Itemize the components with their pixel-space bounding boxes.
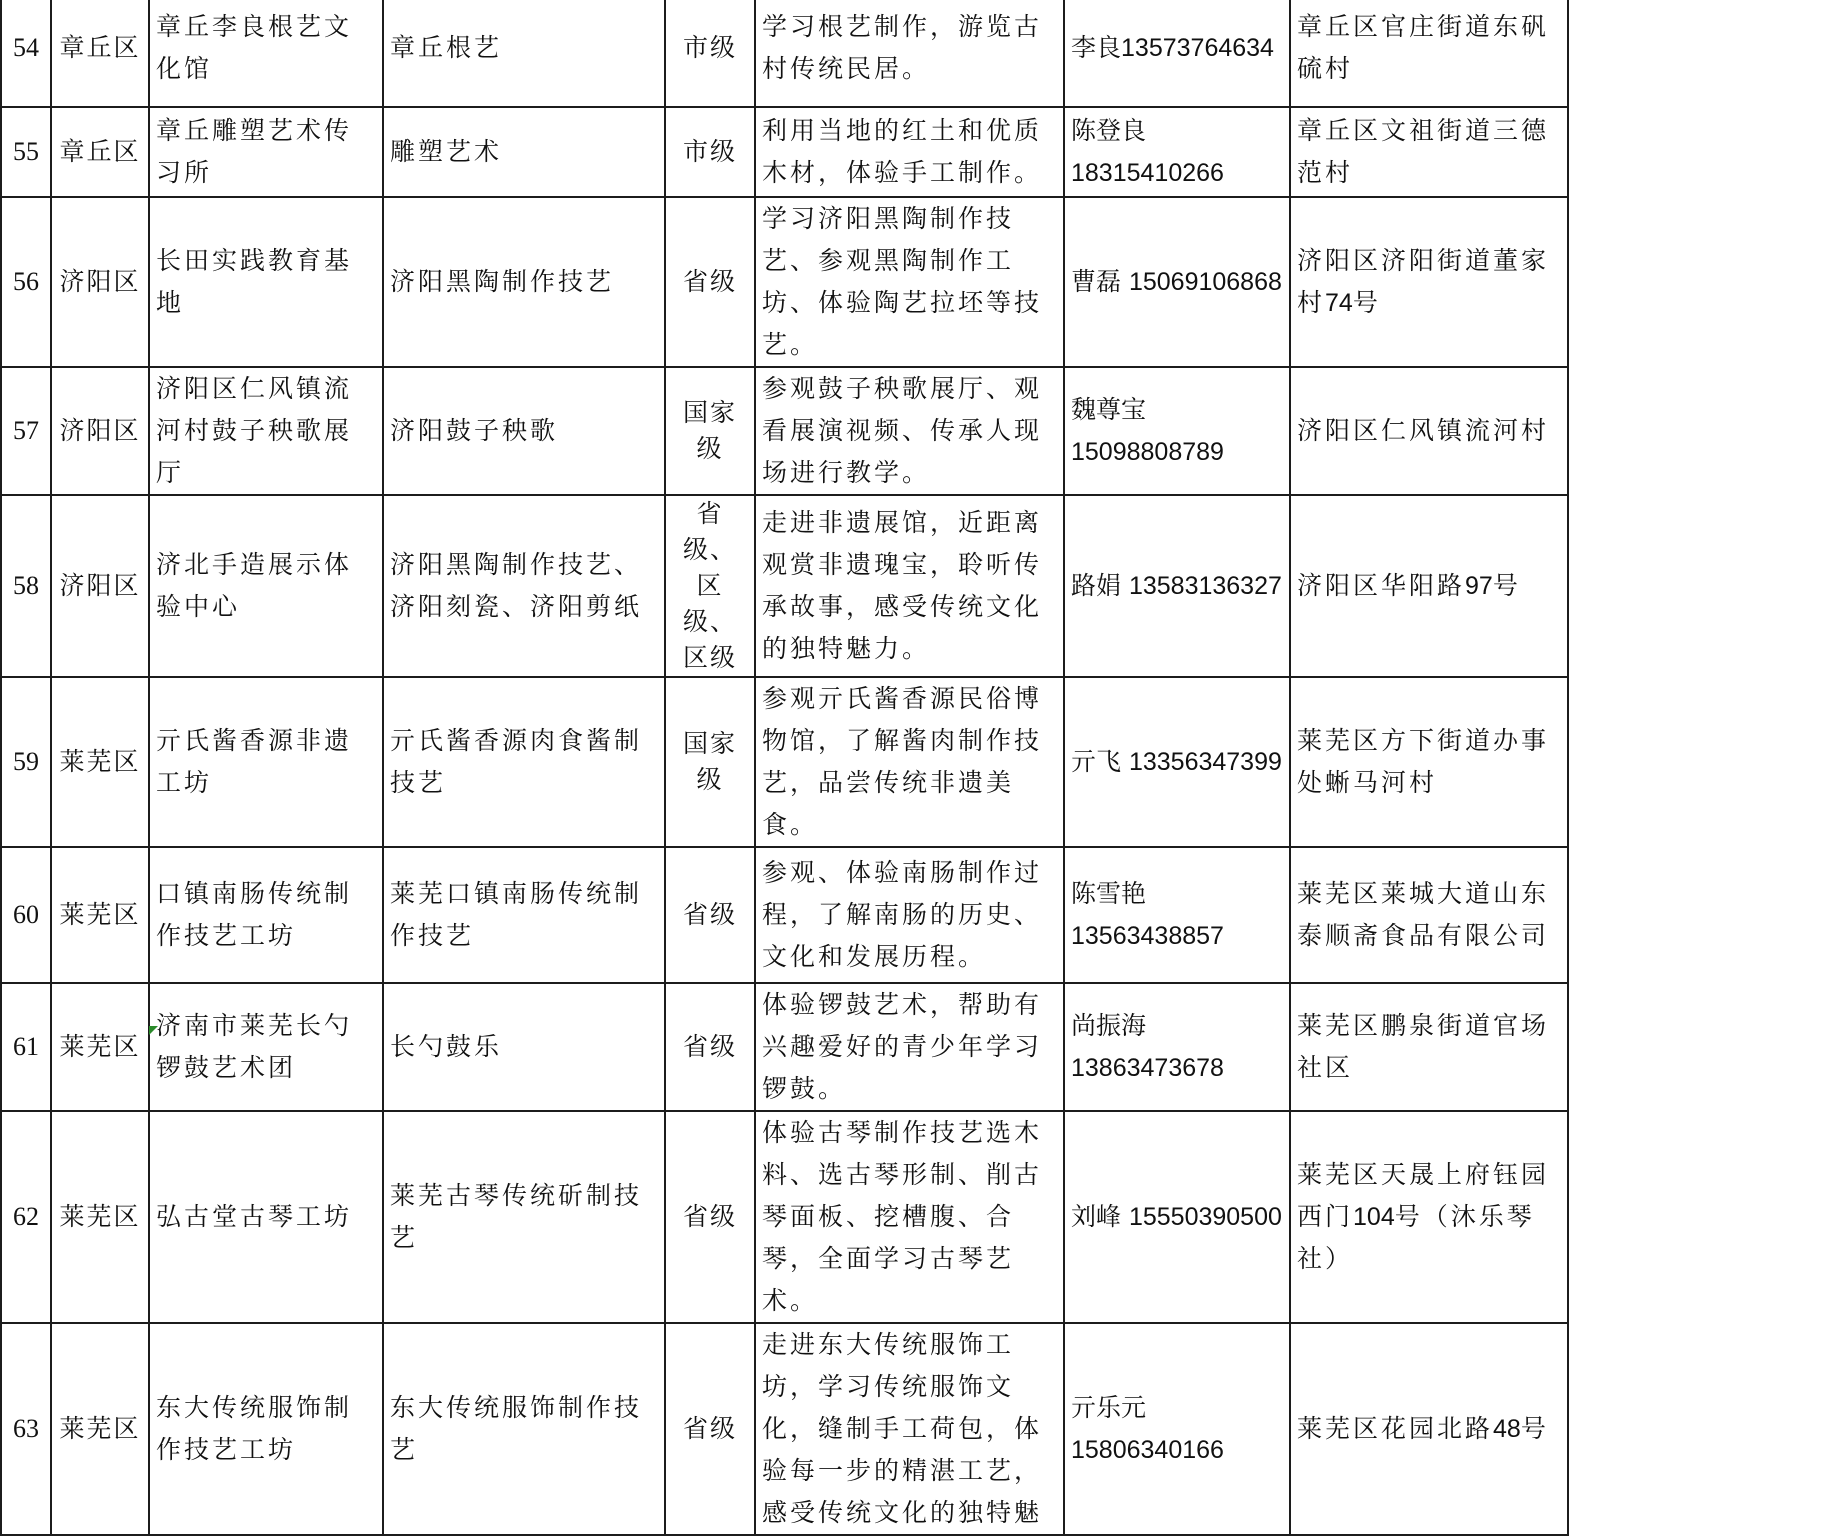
- district-cell: 济阳区: [51, 367, 149, 495]
- table-row: [1, 677, 1568, 847]
- row-number: 54: [1, 0, 51, 107]
- district-cell: 莱芜区: [51, 847, 149, 983]
- heritage-project-cell: 莱芜口镇南肠传统制作技艺: [383, 847, 665, 983]
- venue-name-cell: 弘古堂古琴工坊: [149, 1111, 383, 1323]
- heritage-level-cell: 省级: [665, 983, 755, 1111]
- table-row: [1, 1111, 1568, 1323]
- row-number: 63: [1, 1323, 51, 1535]
- venue-name-cell: 章丘雕塑艺术传习所: [149, 107, 383, 197]
- row-number: 56: [1, 197, 51, 367]
- venue-name-cell: 亓氏酱香源非遗工坊: [149, 677, 383, 847]
- heritage-level-cell: 省级: [665, 1323, 755, 1535]
- contact-cell: 魏尊宝 15098808789: [1064, 367, 1290, 495]
- activity-content-cell: 参观亓氏酱香源民俗博物馆，了解酱肉制作技艺，品尝传统非遗美食。: [755, 677, 1064, 847]
- heritage-level-cell: 市级: [665, 0, 755, 107]
- address-cell: 章丘区文祖街道三德范村: [1290, 107, 1568, 197]
- venue-name-cell: 济阳区仁风镇流河村鼓子秧歌展厅: [149, 367, 383, 495]
- contact-cell: 陈雪艳 13563438857: [1064, 847, 1290, 983]
- address-cell: 莱芜区鹏泉街道官场社区: [1290, 983, 1568, 1111]
- heritage-level-cell: 省级、区级、区级: [665, 495, 755, 677]
- table-row: [1, 197, 1568, 367]
- heritage-project-cell: 济阳黑陶制作技艺: [383, 197, 665, 367]
- heritage-level-cell: 市级: [665, 107, 755, 197]
- activity-content-cell: 利用当地的红土和优质木材，体验手工制作。: [755, 107, 1064, 197]
- contact-cell: 尚振海 13863473678: [1064, 983, 1290, 1111]
- heritage-project-cell: 雕塑艺术: [383, 107, 665, 197]
- venue-name-cell: 章丘李良根艺文化馆: [149, 0, 383, 107]
- heritage-project-cell: 长勺鼓乐: [383, 983, 665, 1111]
- address-cell: 莱芜区莱城大道山东泰顺斋食品有限公司: [1290, 847, 1568, 983]
- contact-cell: 亓乐元 15806340166: [1064, 1323, 1290, 1535]
- heritage-project-cell: 莱芜古琴传统斫制技艺: [383, 1111, 665, 1323]
- contact-cell: 陈登良18315410266: [1064, 107, 1290, 197]
- contact-cell: 刘峰 15550390500: [1064, 1111, 1290, 1323]
- activity-content-cell: 学习根艺制作，游览古村传统民居。: [755, 0, 1064, 107]
- venue-name-cell: 济南市莱芜长勺锣鼓艺术团: [149, 983, 383, 1111]
- table-row: [1, 0, 1568, 107]
- heritage-level-cell: 国家级: [665, 367, 755, 495]
- row-number: 61: [1, 983, 51, 1111]
- address-cell: 济阳区仁风镇流河村: [1290, 367, 1568, 495]
- heritage-project-cell: 章丘根艺: [383, 0, 665, 107]
- activity-content-cell: 体验古琴制作技艺选木料、选古琴形制、削古琴面板、挖槽腹、合琴，全面学习古琴艺术。: [755, 1111, 1064, 1323]
- district-cell: 莱芜区: [51, 677, 149, 847]
- district-cell: 章丘区: [51, 0, 149, 107]
- venue-name-cell: 济北手造展示体验中心: [149, 495, 383, 677]
- heritage-project-cell: 济阳黑陶制作技艺、济阳刻瓷、济阳剪纸: [383, 495, 665, 677]
- row-number: 57: [1, 367, 51, 495]
- row-number: 58: [1, 495, 51, 677]
- contact-cell: 曹磊 15069106868: [1064, 197, 1290, 367]
- venue-name-cell: 长田实践教育基地: [149, 197, 383, 367]
- activity-content-cell: 体验锣鼓艺术，帮助有兴趣爱好的青少年学习锣鼓。: [755, 983, 1064, 1111]
- district-cell: 莱芜区: [51, 1111, 149, 1323]
- contact-cell: 路娟 13583136327: [1064, 495, 1290, 677]
- table-row: [1, 847, 1568, 983]
- heritage-project-cell: 亓氏酱香源肉食酱制技艺: [383, 677, 665, 847]
- venue-name-cell: 东大传统服饰制作技艺工坊: [149, 1323, 383, 1535]
- district-cell: 章丘区: [51, 107, 149, 197]
- row-number: 59: [1, 677, 51, 847]
- activity-content-cell: 参观鼓子秧歌展厅、观看展演视频、传承人现场进行教学。: [755, 367, 1064, 495]
- district-cell: 莱芜区: [51, 983, 149, 1111]
- heritage-project-cell: 济阳鼓子秧歌: [383, 367, 665, 495]
- district-cell: 济阳区: [51, 495, 149, 677]
- table-row: [1, 1323, 1568, 1535]
- address-cell: 莱芜区花园北路48号: [1290, 1323, 1568, 1535]
- heritage-level-cell: 省级: [665, 847, 755, 983]
- address-cell: 莱芜区方下街道办事处蜥马河村: [1290, 677, 1568, 847]
- table-row: [1, 367, 1568, 495]
- cell-comment-marker: [149, 1026, 158, 1035]
- heritage-level-cell: 省级: [665, 197, 755, 367]
- address-cell: 济阳区华阳路97号: [1290, 495, 1568, 677]
- venue-name-cell: 口镇南肠传统制作技艺工坊: [149, 847, 383, 983]
- activity-content-cell: 参观、体验南肠制作过程，了解南肠的历史、文化和发展历程。: [755, 847, 1064, 983]
- table-row: [1, 495, 1568, 677]
- activity-content-cell: 走进东大传统服饰工坊，学习传统服饰文化，缝制手工荷包，体验每一步的精湛工艺，感受传统文化的独特魅: [755, 1323, 1064, 1535]
- district-cell: 济阳区: [51, 197, 149, 367]
- activity-content-cell: 学习济阳黑陶制作技艺、参观黑陶制作工坊、体验陶艺拉坯等技艺。: [755, 197, 1064, 367]
- heritage-level-cell: 省级: [665, 1111, 755, 1323]
- address-cell: 章丘区官庄街道东矾硫村: [1290, 0, 1568, 107]
- row-number: 62: [1, 1111, 51, 1323]
- contact-cell: 李良13573764634: [1064, 0, 1290, 107]
- heritage-level-cell: 国家级: [665, 677, 755, 847]
- district-cell: 莱芜区: [51, 1323, 149, 1535]
- table-row: [1, 983, 1568, 1111]
- heritage-project-cell: 东大传统服饰制作技艺: [383, 1323, 665, 1535]
- row-number: 60: [1, 847, 51, 983]
- address-cell: 济阳区济阳街道董家村74号: [1290, 197, 1568, 367]
- address-cell: 莱芜区天晟上府钰园西门104号（沐乐琴社）: [1290, 1111, 1568, 1323]
- row-number: 55: [1, 107, 51, 197]
- table-row: [1, 107, 1568, 197]
- activity-content-cell: 走进非遗展馆，近距离观赏非遗瑰宝，聆听传承故事，感受传统文化的独特魅力。: [755, 495, 1064, 677]
- contact-cell: 亓飞 13356347399: [1064, 677, 1290, 847]
